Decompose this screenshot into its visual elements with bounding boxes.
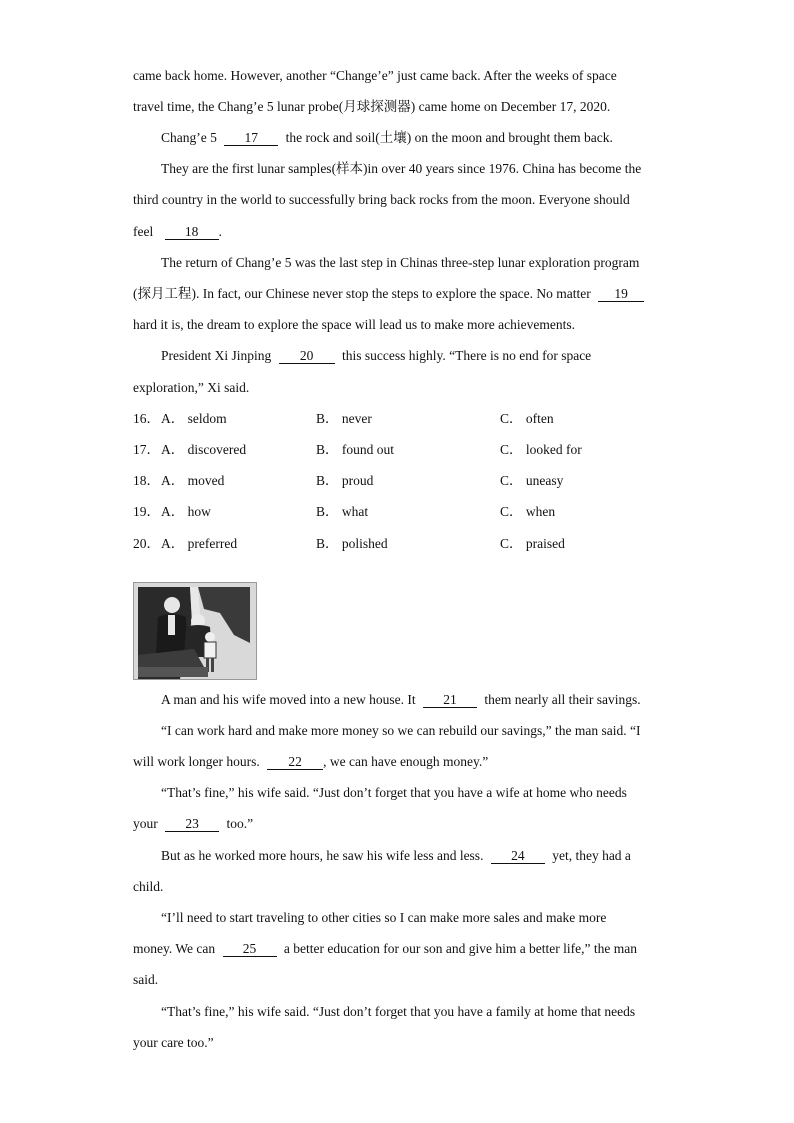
passage-line: They are the first lunar samples(样本)in over 40 years since 1976. China has become the <box>161 161 642 176</box>
text: , we can have enough money.” <box>323 754 489 769</box>
blank-17[interactable]: 17 <box>224 130 278 146</box>
passage-line-q22 <box>133 753 488 771</box>
passage-line: third country in the world to successfully bring back rocks from the moon. Everyone should <box>133 192 630 207</box>
blank-22[interactable]: 22 <box>267 754 323 770</box>
passage-line-q24 <box>161 847 631 865</box>
blank-21[interactable]: 21 <box>423 692 477 708</box>
question-number: 20． <box>133 536 160 551</box>
option-row-16 <box>133 410 693 428</box>
passage-line-q25 <box>133 940 637 958</box>
option-row-19 <box>133 503 693 521</box>
option-a[interactable]: A． how <box>161 504 211 519</box>
text: yet, they had a <box>552 848 631 863</box>
passage-line: travel time, the Chang’e 5 lunar probe(月球探测器) came home on December 17, 2020. <box>133 99 611 114</box>
passage-line-q19 <box>133 285 644 303</box>
option-c[interactable]: C． looked for <box>500 442 582 457</box>
blank-20[interactable]: 20 <box>279 348 335 364</box>
passage-line: “I can work hard and make more money so we can rebuild our savings,” the man said. “I <box>161 723 641 738</box>
text: this success highly. “There is no end for space <box>342 348 592 363</box>
option-row-17 <box>133 441 693 459</box>
text: will work longer hours. <box>133 754 260 769</box>
option-row-18 <box>133 472 693 490</box>
blank-25[interactable]: 25 <box>223 941 277 957</box>
text: too.” <box>226 816 254 831</box>
passage-line: child. <box>133 879 164 894</box>
family-illustration <box>133 582 257 680</box>
text: feel <box>133 224 154 239</box>
text: President Xi Jinping <box>161 348 272 363</box>
passage-line: hard it is, the dream to explore the space will lead us to make more achievements. <box>133 317 575 332</box>
question-number: 18． <box>133 473 160 488</box>
option-row-20 <box>133 535 693 553</box>
question-number: 17． <box>133 442 160 457</box>
option-c[interactable]: C． uneasy <box>500 473 564 488</box>
option-b[interactable]: B． never <box>316 411 372 426</box>
text: . <box>218 224 222 239</box>
text: Chang’e 5 <box>161 130 217 145</box>
passage-line-q23 <box>133 815 253 833</box>
passage-line: exploration,” Xi said. <box>133 380 250 395</box>
option-c[interactable]: C． often <box>500 411 554 426</box>
text: the rock and soil(土壤) on the moon and brought them back. <box>285 130 613 145</box>
passage-line-q18 <box>133 223 222 241</box>
passage-line: “That’s fine,” his wife said. “Just don’t forget that you have a family at home that needs <box>161 1004 636 1019</box>
question-number: 19． <box>133 504 160 519</box>
passage-line-q20 <box>161 347 591 365</box>
text: (探月工程). In fact, our Chinese never stop the steps to explore the space. No matter <box>133 286 591 301</box>
option-a[interactable]: A． discovered <box>161 442 247 457</box>
option-c[interactable]: C． praised <box>500 536 565 551</box>
passage-line: came back home. However, another “Change’e” just came back. After the weeks of space <box>133 68 617 83</box>
family-picture-svg <box>134 583 256 679</box>
blank-19[interactable]: 19 <box>598 286 644 302</box>
passage-line: “That’s fine,” his wife said. “Just don’t forget that you have a wife at home who needs <box>161 785 627 800</box>
text: a better education for our son and give him a better life,” the man <box>283 941 638 956</box>
text: But as he worked more hours, he saw his wife less and less. <box>161 848 484 863</box>
text: your <box>133 816 158 831</box>
option-b[interactable]: B． what <box>316 504 369 519</box>
text: them nearly all their savings. <box>484 692 641 707</box>
text: A man and his wife moved into a new house. It <box>161 692 416 707</box>
option-c[interactable]: C． when <box>500 504 556 519</box>
blank-18[interactable]: 18 <box>165 224 219 240</box>
passage-line: The return of Chang’e 5 was the last step in Chinas three-step lunar exploration program <box>161 255 640 270</box>
option-b[interactable]: B． proud <box>316 473 374 488</box>
blank-24[interactable]: 24 <box>491 848 545 864</box>
option-a[interactable]: A． moved <box>161 473 225 488</box>
passage-line: “I’ll need to start traveling to other cities so I can make more sales and make more <box>161 910 607 925</box>
passage-line-q21 <box>161 691 641 709</box>
passage-line: said. <box>133 972 159 987</box>
option-b[interactable]: B． found out <box>316 442 395 457</box>
passage-line-q17 <box>161 129 613 147</box>
option-a[interactable]: A． preferred <box>161 536 238 551</box>
text: money. We can <box>133 941 216 956</box>
option-a[interactable]: A． seldom <box>161 411 227 426</box>
passage-line: your care too.” <box>133 1035 214 1050</box>
option-b[interactable]: B． polished <box>316 536 388 551</box>
blank-23[interactable]: 23 <box>165 816 219 832</box>
question-number: 16． <box>133 411 160 426</box>
